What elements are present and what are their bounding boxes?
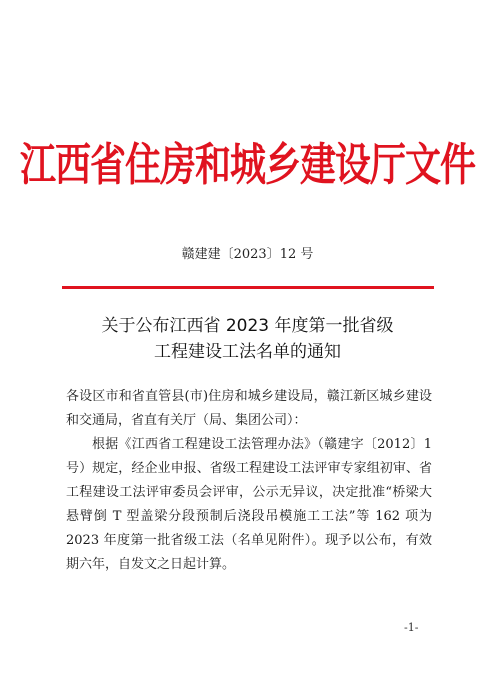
issuer-masthead: 江西省住房和城乡建设厅文件 (19, 140, 475, 192)
red-divider-line (62, 286, 434, 289)
title-line-1: 关于公布江西省 2023 年度第一批省级 (101, 316, 394, 336)
page-number: -1- (404, 621, 419, 634)
addressee: 各设区市和省直管县(市)住房和城乡建设局，赣江新区城乡建设和交通局，省直有关厅（局、集团公司）： (66, 389, 432, 428)
document-body (66, 385, 432, 577)
title-line-2: 工程建设工法名单的通知 (154, 342, 341, 362)
document-title (0, 313, 495, 365)
document-number: 赣建建〔2023〕12 号 (181, 247, 314, 262)
body-paragraph: 根据《江西省工程建设工法管理办法》（赣建字〔2012〕1 号）规定，经企业申报、省级工程建设工法评审专家组初审、省工程建设工法评审委员会评审，公示无异议，决定批准“桥梁大悬臂倒 T 型盖梁分段预制后浇段吊模施工工法”等 162 项为 2023 年度第一批省级工法（名单见附件）。现予以公布，有效期六年，自发文之日起计算。 (66, 437, 432, 572)
